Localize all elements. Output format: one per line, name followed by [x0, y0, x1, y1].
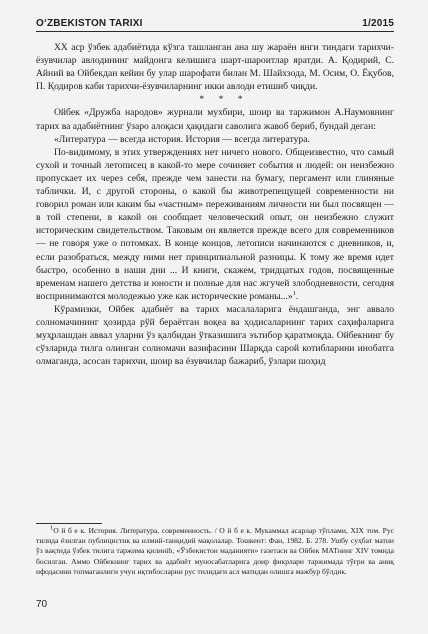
footnote [36, 526, 394, 577]
journal-title: O‘ZBEKISTON TARIXI [36, 18, 143, 29]
article-body [36, 41, 394, 368]
footnote-marker: 1 [50, 524, 54, 532]
quote-opening: «Литература — всегда история. История — всегда литература. [54, 133, 310, 145]
section-divider-stars: * * * [199, 94, 249, 106]
page-number: 70 [36, 599, 48, 610]
footnote-text: О й б е к. История. Литература, современность. / О й б е к. Мукаммал асарлар тўплами, XIX том. Рус тилида ёзилган публицистик ва илмий-танқидий мақолалар. Тошкент: Фан, 1982. Б. 278. Ушбу суҳбат матни ўз вақтида ўзбек тилига таржима қилинib, «Ўзбекистон маданияти» газетаси ва Ойбек МАТнинг XIV томида босилган. Аммо Ойбекнинг тарих ва адабиёт муносабатларига доир фикрлари таржимада тўғри ва аниқ ифодасини топмаганлиги учун иқтибосларни рус тилидаги асл матндан олишга мажбур бўлдик. [36, 526, 394, 576]
footnote-reference[interactable]: 1 [292, 289, 296, 297]
quote-text: По-видимому, в этих утверждениях нет ничего нового. Общеизвестно, что самый сухой и точный летописец в какой-то мере сочиняет события и людей: он неизбежно пропускает их через себя, прежде чем занести на бумагу, пергамент или глиняные таблички. И, с другой стороны, о какой бы животрепещущей современности ни говорил роман или каким бы «частным» переживаниям личности ни был посвящен — в той степени, в какой он сообщает человеческий опыт, он неизбежно служит историческим свидетельством. Таковым он является прежде всего для современников — не говоря уже о потомках. В конце концов, летописи начинаются с дневников, и, если разобраться, между ними нет принципиальной разницы. К тому же время идет быстро, особенно в наши дни ... И книги, скажем, тридцатых годов, посвященные временам нашего детства и юности и полные для нас жгучей злободневности, сегодня воспринимаются молодежью уже как исторические романы...» [36, 146, 394, 302]
footnote-paragraph [36, 526, 394, 577]
paragraph-2: Ойбек «Дружба народов» журнали мухбири, шоир ва таржимон А.Наумовнинг тарих ва адабиётнинг ўзаро алоқаси ҳақидаги саволига жавоб бериб, бундай деган: [36, 107, 394, 132]
paragraph-1: XX аср ўзбек адабиётида кўзга ташланган ана шу жараён янги тиндаги тарихчи-ёзувчилар авлодининг майдонга келишига шарт-шароитлар яратди. А. Қодирий, С. Айний ва Ойбекдан кейин бу улар шарофати билан М. Шайхзода, М. Осим, О. Ёқубов, П. Қодиров каби тарихчи-ёзувчиларнинг икки авлоди етишиб чиқди. [36, 42, 394, 93]
running-header [36, 9, 394, 32]
paragraph-5: Кўрамизки, Ойбек адабиёт ва тарих масалаларига ёндашганда, энг аввало солномачининг ҳозирда рўй бераётган воқеа ва ҳодисаларнинг тарих саҳифаларига муҳрлашдан аввал уларни ўз қалбидан ўтказишига эътибор қаратмоқда. Ойбекнинг бу сўзларида тилга олинган солномачи вазифасини Шарқда сарой котибларини инобатга олмаганда, асосан тарихчи, шоир ва ёзувчилар бажариб, ўзлари шоҳид [36, 303, 394, 368]
footnote-separator [36, 523, 102, 524]
quote-body: По-видимому, в этих утверждениях нет ничего нового. Общеизвестно, что самый сухой и точный летописец в какой-то мере сочиняет события и людей: он неизбежно пропускает их через себя, прежде чем занести на бумагу, пергамент или глиняные таблички. И, с другой стороны, о какой бы животрепещущей современности ни говорил роман или каким бы «частным» переживаниям личности ни был посвящен — в той степени, в какой он сообщает человеческий опыт, он неизбежно служит историческим свидетельством. Таковым он является прежде всего для современников — не говоря уже о потомках. В конце концов, летописи начинаются с дневников, и, если разобраться, между ними нет принципиальной разницы. К тому же время идет быстро, особенно в наши дни ... И книги, скажем, тридцатых годов, посвященные временам нашего детства и юности и полные для нас жгучей злободневности, сегодня воспринимаются молодежью уже как исторические романы...»$^1$. [36, 146, 394, 302]
issue-number: 1/2015 [362, 18, 394, 29]
